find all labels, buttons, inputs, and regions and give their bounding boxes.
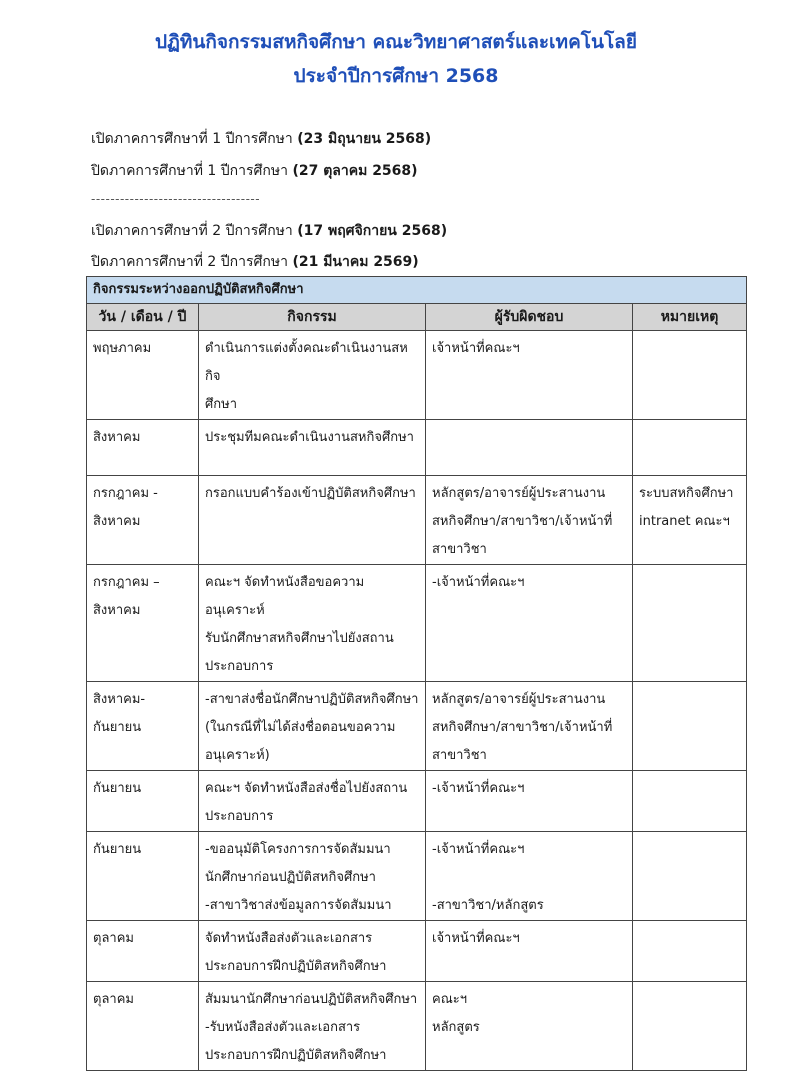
cell-date	[87, 682, 199, 771]
cell-responsible-line: หลักสูตร/อาจารย์ผู้ประสานงาน	[432, 692, 606, 707]
term1-open-line	[91, 128, 431, 150]
table-header-row	[87, 304, 747, 331]
cell-responsible-line: -เจ้าหน้าที่คณะฯ	[432, 781, 525, 796]
table-row	[87, 921, 747, 982]
cell-date-line: สิงหาคม	[93, 603, 141, 618]
cell-activity-line: รับนักศึกษาสหกิจศึกษาไปยังสถาน	[205, 631, 394, 646]
cell-responsible	[426, 331, 633, 420]
cell-responsible-line: เจ้าหน้าที่คณะฯ	[432, 341, 520, 356]
cell-date-line: สิงหาคม-กันยายน	[93, 692, 146, 735]
cell-date-line: พฤษภาคม	[93, 341, 152, 356]
cell-activity-line: -สาขาวิชาส่งข้อมูลการจัดสัมมนา	[205, 898, 392, 913]
cell-activity-line: นักศึกษาก่อนปฏิบัติสหกิจศึกษา	[205, 870, 376, 885]
cell-activity-line: คณะฯ จัดทำหนังสือขอความอนุเคราะห์	[205, 575, 365, 618]
cell-responsible	[426, 565, 633, 682]
cell-responsible-line: เจ้าหน้าที่คณะฯ	[432, 931, 520, 946]
cell-responsible	[426, 476, 633, 565]
cell-note	[633, 832, 747, 921]
cell-responsible	[426, 832, 633, 921]
cell-note	[633, 565, 747, 682]
term1-open-date: (23 มิถุนายน 2568)	[297, 131, 432, 147]
cell-activity-line: คณะฯ จัดทำหนังสือส่งชื่อไปยังสถาน	[205, 781, 408, 796]
term2-open-line	[91, 220, 447, 242]
cell-activity-line: สัมมนานักศึกษาก่อนปฏิบัติสหกิจศึกษา	[205, 992, 418, 1007]
document-subtitle: ประจำปีการศึกษา 2568	[293, 65, 499, 87]
cell-activity-line: ประชุมทีมคณะดำเนินงานสหกิจศึกษา	[205, 430, 414, 445]
column-header-responsible: ผู้รับผิดชอบ	[426, 304, 633, 331]
cell-responsible	[426, 420, 633, 476]
cell-note	[633, 420, 747, 476]
cell-activity-line: ดำเนินการแต่งตั้งคณะดำเนินงานสหกิจ	[205, 341, 408, 384]
cell-activity-line: ประกอบการฝึกปฏิบัติสหกิจศึกษา	[205, 959, 387, 974]
cell-activity	[199, 682, 426, 771]
cell-note-line: intranet คณะฯ	[639, 514, 730, 529]
term2-close-label: ปิดภาคการศึกษาที่ 2 ปีการศึกษา	[91, 254, 293, 270]
cell-activity-line: -รับหนังสือส่งตัวและเอกสาร	[205, 1020, 361, 1035]
cell-responsible-line	[432, 864, 626, 892]
cell-note-line: ระบบสหกิจศึกษา	[639, 486, 734, 501]
cell-activity-line: ประกอบการฝึกปฏิบัติสหกิจศึกษา	[205, 1048, 387, 1063]
cell-responsible-line: หลักสูตร	[432, 1020, 480, 1035]
term1-close-date: (27 ตุลาคม 2568)	[292, 163, 418, 179]
table-row	[87, 476, 747, 565]
term2-close-line	[91, 251, 419, 273]
cell-activity	[199, 420, 426, 476]
cell-responsible-line: หลักสูตร/อาจารย์ผู้ประสานงาน	[432, 486, 606, 501]
table-row	[87, 771, 747, 832]
table-row	[87, 420, 747, 476]
cell-date-line: สิงหาคม	[93, 514, 141, 529]
cell-activity-line: กรอกแบบคำร้องเข้าปฏิบัติสหกิจศึกษา	[205, 486, 416, 501]
cell-responsible-line: สาขาวิชา	[432, 748, 487, 763]
cell-activity-line: ประกอบการ	[205, 659, 274, 674]
table-row	[87, 982, 747, 1071]
separator-line: -----------------------------------	[91, 192, 261, 206]
cell-date	[87, 331, 199, 420]
cell-date-line: กรกฎาคม -	[93, 486, 158, 501]
cell-date-line: สิงหาคม	[93, 430, 141, 445]
cell-responsible-line: -เจ้าหน้าที่คณะฯ	[432, 842, 525, 857]
column-header-date: วัน / เดือน / ปี	[87, 304, 199, 331]
column-header-activity: กิจกรรม	[199, 304, 426, 331]
term2-open-date: (17 พฤศจิกายน 2568)	[297, 223, 448, 239]
term2-close-date: (21 มีนาคม 2569)	[292, 254, 419, 270]
term1-open-label: เปิดภาคการศึกษาที่ 1 ปีการศึกษา	[91, 131, 298, 147]
cell-date	[87, 771, 199, 832]
cell-activity-line: จัดทำหนังสือส่งตัวและเอกสาร	[205, 931, 373, 946]
table-section-row	[87, 277, 747, 304]
cell-activity	[199, 565, 426, 682]
cell-note	[633, 771, 747, 832]
cell-date	[87, 476, 199, 565]
cell-date-line: กันยายน	[93, 842, 142, 857]
cell-activity	[199, 921, 426, 982]
cell-activity-line: อนุเคราะห์)	[205, 748, 270, 763]
cell-responsible	[426, 982, 633, 1071]
cell-date-line: กรกฎาคม –	[93, 575, 160, 590]
cell-responsible-line: -เจ้าหน้าที่คณะฯ	[432, 575, 525, 590]
table-row	[87, 331, 747, 420]
term2-open-label: เปิดภาคการศึกษาที่ 2 ปีการศึกษา	[91, 223, 298, 239]
cell-activity	[199, 832, 426, 921]
cell-responsible	[426, 921, 633, 982]
cell-note	[633, 476, 747, 565]
cell-activity-line: -ขออนุมัติโครงการการจัดสัมมนา	[205, 842, 391, 857]
cell-activity-line: ศึกษา	[205, 397, 237, 412]
cell-date	[87, 921, 199, 982]
cell-activity	[199, 982, 426, 1071]
cell-activity	[199, 476, 426, 565]
cell-activity-line: -สาขาส่งชื่อนักศึกษาปฏิบัติสหกิจศึกษา	[205, 692, 419, 707]
cell-responsible-line: สาขาวิชา	[432, 542, 487, 557]
cell-date	[87, 565, 199, 682]
cell-date-line: ตุลาคม	[93, 992, 134, 1007]
cell-note	[633, 682, 747, 771]
table-row	[87, 682, 747, 771]
table-row	[87, 565, 747, 682]
cell-note	[633, 982, 747, 1071]
table-section-title: กิจกรรมระหว่างออกปฏิบัติสหกิจศึกษา	[87, 277, 747, 304]
cell-responsible-line: คณะฯ	[432, 992, 468, 1007]
cell-responsible-line: สหกิจศึกษา/สาขาวิชา/เจ้าหน้าที่	[432, 514, 613, 529]
cell-activity-line: (ในกรณีที่ไม่ได้ส่งชื่อตอนขอความ	[205, 720, 396, 735]
cell-responsible	[426, 682, 633, 771]
cell-responsible-line: -สาขาวิชา/หลักสูตร	[432, 898, 544, 913]
cell-activity	[199, 331, 426, 420]
document-title: ปฏิทินกิจกรรมสหกิจศึกษา คณะวิทยาศาสตร์และเทคโนโลยี	[155, 31, 637, 53]
cell-activity-line: ประกอบการ	[205, 809, 274, 824]
cell-date	[87, 982, 199, 1071]
cell-date-line: ตุลาคม	[93, 931, 134, 946]
cell-responsible-line: สหกิจศึกษา/สาขาวิชา/เจ้าหน้าที่	[432, 720, 613, 735]
term1-close-label: ปิดภาคการศึกษาที่ 1 ปีการศึกษา	[91, 163, 293, 179]
cell-date	[87, 832, 199, 921]
column-header-note: หมายเหตุ	[633, 304, 747, 331]
term1-close-line	[91, 160, 418, 182]
table-row	[87, 832, 747, 921]
cell-activity	[199, 771, 426, 832]
cell-date	[87, 420, 199, 476]
cell-note	[633, 331, 747, 420]
activity-schedule-table	[86, 276, 747, 1071]
cell-responsible	[426, 771, 633, 832]
cell-note	[633, 921, 747, 982]
cell-date-line: กันยายน	[93, 781, 142, 796]
